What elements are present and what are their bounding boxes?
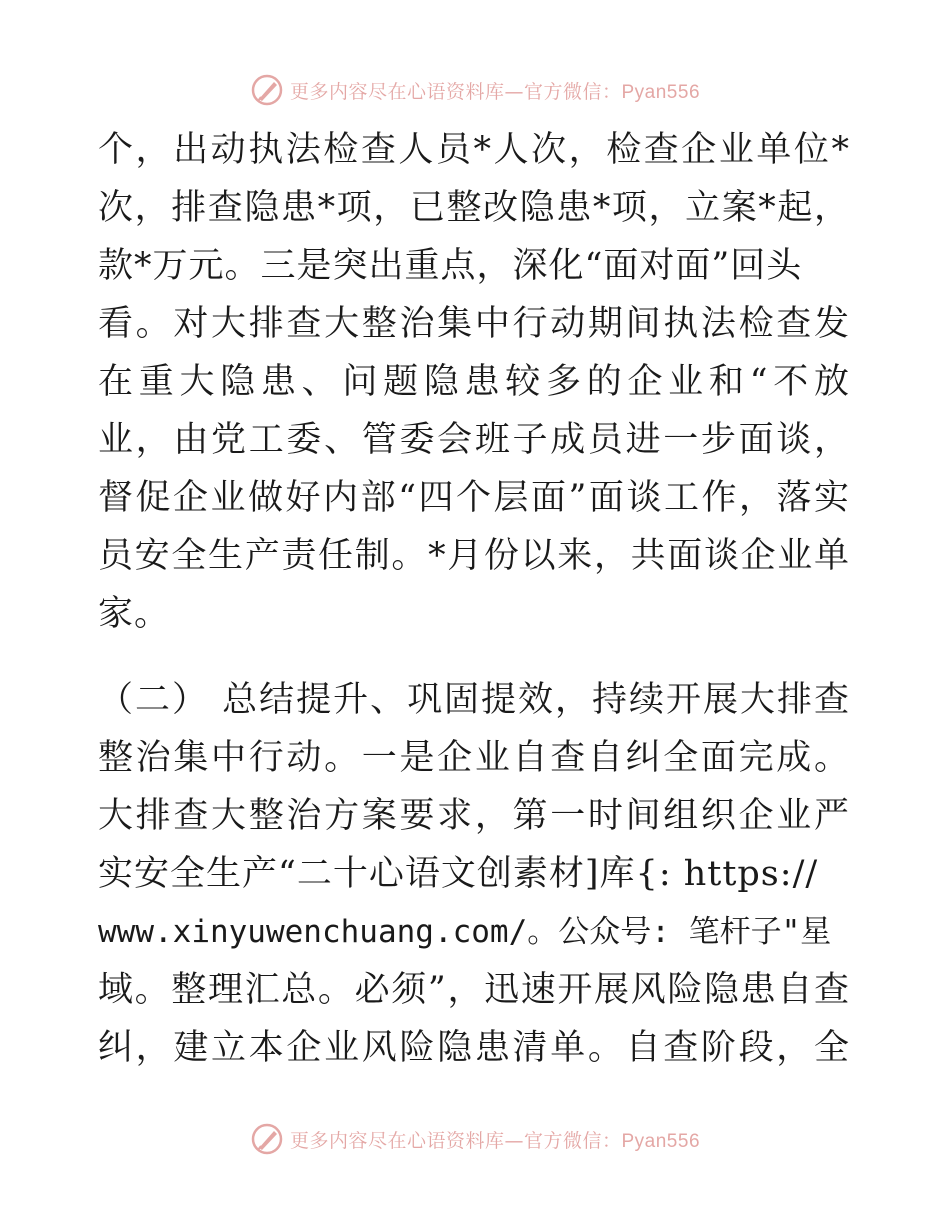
text-line: 纠，建立本企业风险隐患清单。自查阶段，全 xyxy=(98,1028,850,1068)
header-watermark-label: 更多内容尽在心语资料库—官方微信： xyxy=(289,80,622,103)
paragraph-1 xyxy=(98,121,850,643)
paragraph-spacer xyxy=(98,643,850,671)
paragraph-2 xyxy=(98,671,850,1077)
text-line: 家。 xyxy=(98,594,171,634)
text-line: 督促企业做好内部“四个层面”面谈工作，落实 xyxy=(98,478,850,518)
text-line: （二） 总结提升、巩固提效，持续开展大排查 xyxy=(98,680,850,720)
text-line: www.xinyuwenchuang.com/。公众号: 笔杆子"星 xyxy=(98,914,832,950)
footer-watermark-label: 更多内容尽在心语资料库—官方微信： xyxy=(289,1129,622,1152)
text-line: 款*万元。三是突出重点，深化“面对面”回头 xyxy=(98,246,803,286)
text-line: 员安全生产责任制。*月份以来，共面谈企业单 xyxy=(98,536,850,576)
header-watermark xyxy=(0,70,950,110)
footer-watermark xyxy=(0,1119,950,1159)
text-line: 次，排查隐患*项，已整改隐患*项，立案*起， xyxy=(98,188,850,228)
text-line: 看。对大排查大整治集中行动期间执法检查发 xyxy=(98,304,850,344)
text-line: 个，出动执法检查人员*人次，检查企业单位* xyxy=(98,130,850,170)
text-line: 大排查大整治方案要求，第一时间组织企业严 xyxy=(98,796,850,836)
text-line: 实安全生产“二十心语文创素材]库{: https:// xyxy=(98,854,819,894)
footer-watermark-text xyxy=(290,1126,700,1153)
footer-watermark-id: Pyan556 xyxy=(621,1130,701,1152)
text-line: 域。整理汇总。必须”，迅速开展风险隐患自查 xyxy=(98,970,850,1010)
text-line: 在重大隐患、问题隐患较多的企业和“不放 xyxy=(98,362,850,402)
quill-pen-circle-icon xyxy=(250,1122,284,1156)
header-watermark-text xyxy=(290,77,700,104)
text-line: 业，由党工委、管委会班子成员进一步面谈， xyxy=(98,420,850,460)
document-body xyxy=(98,121,850,1077)
text-line: 整治集中行动。一是企业自查自纠全面完成。 xyxy=(98,738,850,778)
header-watermark-id: Pyan556 xyxy=(621,81,701,103)
quill-pen-circle-icon xyxy=(250,73,284,107)
